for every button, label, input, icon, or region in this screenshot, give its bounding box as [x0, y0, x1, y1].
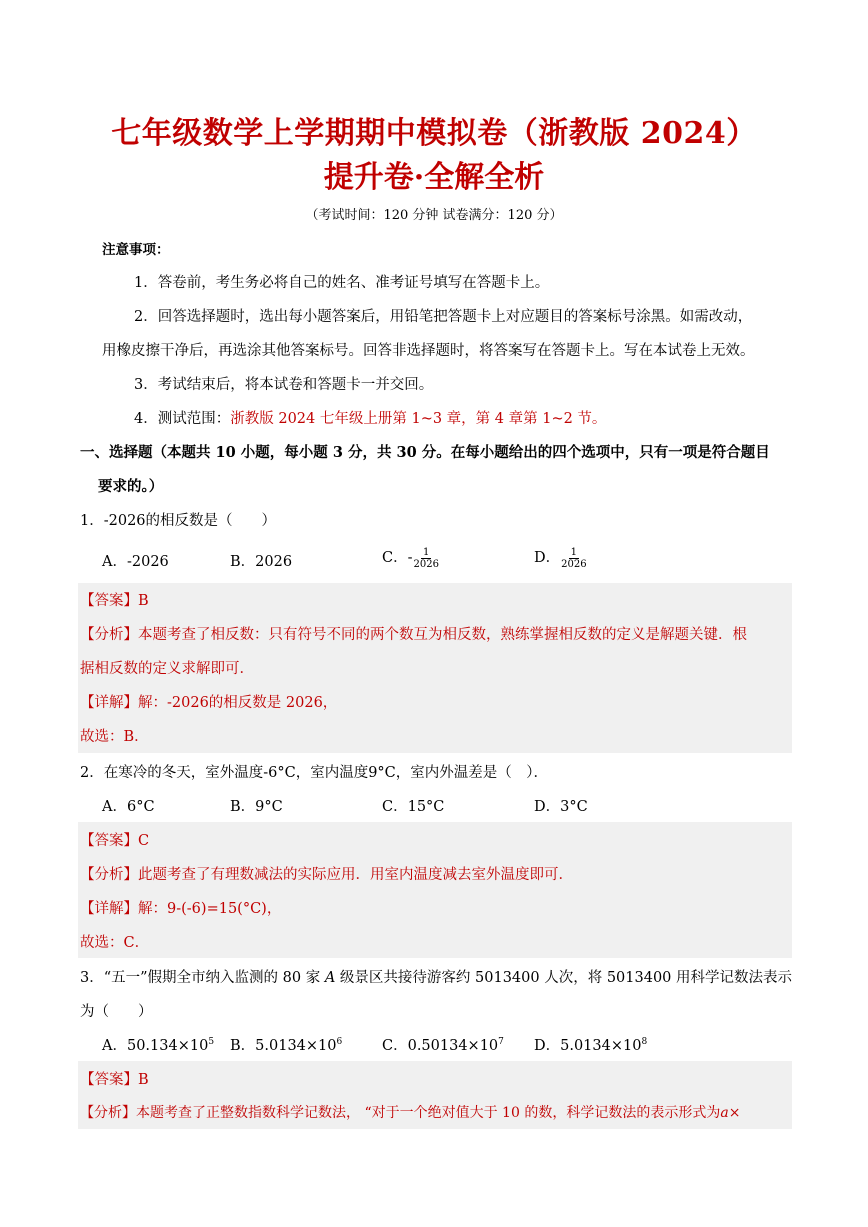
q2-option-a: A．6°C — [102, 799, 155, 815]
notes-item-2-cont: 用橡皮擦干净后，再选涂其他答案标号。回答非选择题时，将答案写在答题卡上。写在本试卷上无效。 — [102, 343, 755, 359]
notes-item-1: 1．答卷前，考生务必将自己的姓名、准考证号填写在答题卡上。 — [134, 275, 550, 291]
q3-option-d — [534, 1034, 647, 1055]
q1-answer: 【答案】B — [80, 593, 149, 609]
q3-analysis-tail: × — [728, 1105, 741, 1121]
notes-item-4-prefix: 4．测试范围： — [134, 411, 231, 427]
test-range: 浙教版 2024 七年级上册第 1~3 章，第 4 章第 1~2 节。 — [230, 411, 607, 427]
document-title: 七年级数学上学期期中模拟卷（浙教版 2024） — [111, 116, 757, 151]
q2-option-c: C．15°C — [382, 799, 445, 815]
exam-info: （考试时间：120 分钟 试卷满分：120 分） — [305, 208, 563, 223]
q2-option-b: B．9°C — [230, 799, 283, 815]
q3-stem-cont: 为（ ） — [80, 1004, 153, 1020]
q1-option-d-label: D． — [534, 550, 561, 566]
analysis-tag: 【分析】 — [80, 867, 138, 883]
q2-analysis-text: 此题考查了有理数减法的实际应用．用室内温度减去室外温度即可． — [138, 867, 573, 883]
q1-option-c — [382, 546, 439, 570]
q3-stem-part1: 3．“五一”假期全市纳入监测的 80 家 — [80, 970, 325, 986]
q3-stem-italic: A — [324, 970, 336, 986]
detail-tag: 【详解】 — [80, 695, 138, 711]
q2-answer: 【答案】C — [80, 833, 150, 849]
q3-answer: 【答案】B — [80, 1072, 149, 1088]
q1-option-a: A．-2026 — [102, 554, 169, 570]
q1-option-d-fraction — [561, 547, 586, 570]
q3-option-b — [230, 1034, 342, 1055]
fraction-numerator: 1 — [570, 546, 578, 558]
document-subtitle-title: 提升卷·全解全析 — [323, 160, 545, 195]
q2-choice: 故选：C． — [80, 935, 150, 951]
notes-item-2: 2．回答选择题时，选出每小题答案后，用铅笔把答题卡上对应题目的答案标号涂黑。如需改动， — [134, 309, 753, 325]
q3-stem-part2: 级景区共接待游客约 5013400 人次，将 5013400 用科学记数法表示 — [335, 970, 793, 986]
notes-heading: 注意事项： — [102, 242, 170, 258]
q1-detail — [80, 691, 337, 712]
q2-detail — [80, 897, 281, 918]
q3-option-a-base: A．50.134×10 — [102, 1038, 209, 1054]
q3-option-a-exponent: 5 — [208, 1037, 215, 1048]
q1-option-d — [534, 546, 587, 570]
q2-answer-block — [78, 822, 792, 958]
q3-stem — [80, 966, 792, 987]
q1-analysis-text: 本题考查了相反数：只有符号不同的两个数互为相反数，熟练掌握相反数的定义是解题关键．根 — [138, 627, 747, 643]
notes-item-4 — [134, 407, 606, 428]
analysis-tag: 【分析】 — [80, 1105, 136, 1121]
fraction-numerator: 1 — [423, 546, 430, 558]
q1-option-c-label: C．- — [382, 550, 413, 566]
q1-analysis-line1 — [80, 623, 747, 644]
q2-option-d: D．3°C — [534, 799, 588, 815]
fraction-denominator: 2026 — [413, 558, 439, 570]
q1-detail-text: 解：-2026的相反数是 2026， — [138, 695, 338, 711]
q1-option-c-fraction — [414, 547, 439, 570]
q3-option-c-exponent: 7 — [498, 1037, 504, 1048]
q1-stem: 1．-2026的相反数是（ ） — [80, 513, 277, 529]
q3-option-a — [102, 1034, 214, 1055]
q3-analysis — [80, 1102, 740, 1122]
q3-option-c-base: C．0.50134×10 — [382, 1038, 499, 1054]
q3-option-c — [382, 1034, 504, 1055]
section-heading-cont: 要求的。） — [98, 478, 164, 495]
q3-option-d-base: D．5.0134×10 — [534, 1038, 642, 1054]
fraction-denominator: 2026 — [561, 558, 587, 570]
section-heading: 一、选择题（本题共 10 小题，每小题 3 分，共 30 分。在每小题给出的四个选项中，只有一项是符合题目 — [80, 444, 770, 461]
q2-analysis — [80, 863, 573, 884]
q1-choice: 故选：B． — [80, 729, 149, 745]
q3-option-b-exponent: 6 — [336, 1037, 343, 1048]
q3-analysis-italic: a — [720, 1105, 729, 1121]
detail-tag: 【详解】 — [80, 901, 138, 917]
q2-detail-text: 解：9-(-6)=15(°C)， — [138, 901, 282, 917]
q3-option-d-exponent: 8 — [641, 1037, 648, 1048]
analysis-tag: 【分析】 — [80, 627, 138, 643]
q1-analysis-line2: 据相反数的定义求解即可． — [80, 661, 254, 677]
q3-option-b-base: B．5.0134×10 — [230, 1038, 337, 1054]
notes-item-3: 3．考试结束后，将本试卷和答题卡一并交回。 — [134, 377, 434, 393]
q3-analysis-text: 本题考查了正整数指数科学记数法， “对于一个绝对值大于 10 的数，科学记数法的表示形式为 — [136, 1105, 721, 1121]
q1-option-b: B．2026 — [230, 554, 293, 570]
q2-stem: 2．在寒冷的冬天，室外温度-6°C，室内温度9°C，室内外温差是（ ）． — [80, 765, 549, 781]
